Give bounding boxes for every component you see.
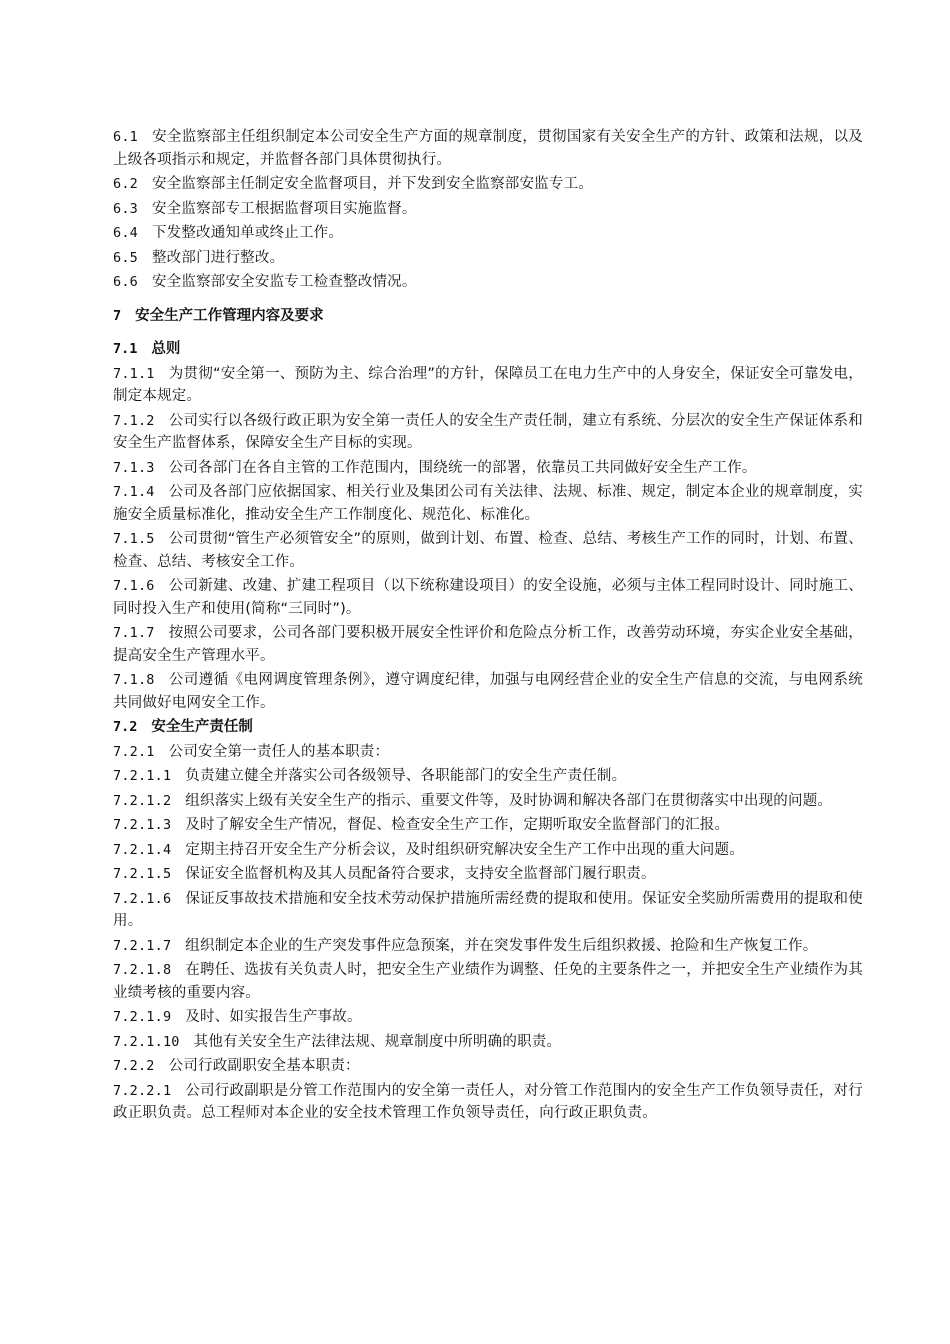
section-number: 7 bbox=[113, 307, 122, 324]
clause-number: 7.2.1.7 bbox=[113, 937, 172, 954]
section-heading-7-1 bbox=[113, 338, 863, 361]
section-title: 总则 bbox=[151, 341, 181, 357]
clause-text: 其他有关安全生产法律法规、规章制度中所明确的职责。 bbox=[193, 1033, 562, 1050]
clause-number: 6.3 bbox=[113, 200, 138, 217]
clause-text: 公司遵循《电网调度管理条例》，遵守调度纪律，加强与电网经营企业的安全生产信息的交流，与电网系统共同做好电网安全工作。 bbox=[113, 672, 863, 711]
clause-7-2-1-9 bbox=[113, 1006, 863, 1029]
clause-number: 7.2.2.1 bbox=[113, 1082, 172, 1099]
clause-number: 7.1.2 bbox=[113, 412, 155, 429]
clause-text: 及时了解安全生产情况，督促、检查安全生产工作，定期听取安全监督部门的汇报。 bbox=[185, 817, 730, 833]
clause-number: 7.2.1.8 bbox=[113, 962, 172, 978]
clause-number: 7.2.1.2 bbox=[113, 792, 172, 809]
clause-7-1-7 bbox=[113, 622, 863, 667]
clause-number: 6.6 bbox=[113, 274, 138, 290]
clause-text: 安全监察部专工根据监督项目实施监督。 bbox=[151, 200, 417, 217]
clause-number: 7.2.1.1 bbox=[113, 768, 172, 784]
clause-text: 为贯彻“安全第一、预防为主、综合治理”的方针，保障员工在电力生产中的人身安全，保证安全可靠发电，制定本规定。 bbox=[113, 365, 863, 404]
clause-7-1-8 bbox=[113, 669, 863, 714]
clause-7-2-1-7 bbox=[113, 935, 863, 958]
clause-text: 公司各部门在各自主管的工作范围内，围绕统一的部署，依靠员工共同做好安全生产工作。 bbox=[168, 459, 757, 476]
clause-7-1-4 bbox=[113, 481, 863, 526]
clause-6-3 bbox=[113, 198, 863, 221]
section-heading-7-2 bbox=[113, 716, 863, 739]
clause-number: 7.1.1 bbox=[113, 365, 155, 382]
document-page bbox=[113, 126, 863, 1127]
clause-number: 7.2.1.4 bbox=[113, 841, 172, 858]
clause-number: 7.2.1 bbox=[113, 743, 155, 760]
clause-7-2-1-1 bbox=[113, 765, 863, 788]
section-number: 7.1 bbox=[113, 341, 138, 357]
clause-text: 在聘任、选拔有关负责人时，把安全生产业绩作为调整、任免的主要条件之一，并把安全生产业绩作为其业绩考核的重要内容。 bbox=[113, 962, 863, 1001]
clause-text: 公司新建、改建、扩建工程项目（以下统称建设项目）的安全设施，必须与主体工程同时设计、同时施工、同时投入生产和使用(简称“三同时”)。 bbox=[113, 578, 863, 617]
clause-text: 组织制定本企业的生产突发事件应急预案，并在突发事件发生后组织救援、抢险和生产恢复工作。 bbox=[185, 937, 818, 954]
clause-number: 7.1.3 bbox=[113, 459, 155, 476]
clause-text: 整改部门进行整改。 bbox=[151, 249, 285, 266]
clause-number: 7.1.8 bbox=[113, 672, 155, 688]
clause-7-2-1-4 bbox=[113, 839, 863, 862]
clause-7-2-2 bbox=[113, 1055, 863, 1078]
clause-number: 7.2.1.10 bbox=[113, 1033, 180, 1050]
section-number: 7.2 bbox=[113, 719, 138, 735]
clause-number: 7.2.1.6 bbox=[113, 890, 172, 907]
clause-7-2-1-3 bbox=[113, 814, 863, 837]
clause-7-2-1-2 bbox=[113, 790, 863, 813]
clause-number: 7.2.1.3 bbox=[113, 817, 172, 833]
clause-6-5 bbox=[113, 247, 863, 270]
clause-7-1-3 bbox=[113, 457, 863, 480]
clause-6-6 bbox=[113, 271, 863, 294]
clause-number: 7.2.1.9 bbox=[113, 1009, 172, 1025]
clause-7-2-2-1 bbox=[113, 1080, 863, 1125]
clause-text: 公司贯彻“管生产必须管安全”的原则，做到计划、布置、检查、总结、考核生产工作的同时，计划、布置、检查、总结、考核安全工作。 bbox=[113, 531, 863, 570]
clause-text: 及时、如实报告生产事故。 bbox=[185, 1009, 362, 1025]
clause-7-2-1-10 bbox=[113, 1031, 863, 1054]
clause-number: 7.1.4 bbox=[113, 484, 155, 500]
clause-text: 公司及各部门应依据国家、相关行业及集团公司有关法律、法规、标准、规定，制定本企业的规章制度，实施安全质量标准化，推动安全生产工作制度化、规范化、标准化。 bbox=[113, 484, 863, 523]
clause-number: 7.1.7 bbox=[113, 625, 155, 641]
clause-7-1-2 bbox=[113, 410, 863, 455]
clause-7-2-1-6 bbox=[113, 888, 863, 933]
clause-number: 7.2.2 bbox=[113, 1058, 155, 1074]
clause-7-1-1 bbox=[113, 363, 863, 408]
section-heading-7 bbox=[113, 305, 863, 328]
clause-text: 定期主持召开安全生产分析会议，及时组织研究解决安全生产工作中出现的重大问题。 bbox=[185, 841, 744, 858]
clause-text: 保证安全监督机构及其人员配备符合要求，支持安全监督部门履行职责。 bbox=[185, 866, 656, 882]
clause-6-2 bbox=[113, 173, 863, 196]
clause-number: 6.2 bbox=[113, 176, 138, 192]
clause-7-2-1-5 bbox=[113, 863, 863, 886]
clause-text: 安全监察部主任组织制定本公司安全生产方面的规章制度，贯彻国家有关安全生产的方针、政策和法规，以及上级各项指示和规定，并监督各部门具体贯彻执行。 bbox=[113, 129, 863, 168]
clause-6-1 bbox=[113, 126, 863, 171]
clause-text: 按照公司要求，公司各部门要积极开展安全性评价和危险点分析工作，改善劳动环境，夯实企业安全基础，提高安全生产管理水平。 bbox=[113, 625, 863, 664]
clause-7-2-1 bbox=[113, 741, 863, 764]
clause-text: 公司实行以各级行政正职为安全第一责任人的安全生产责任制，建立有系统、分层次的安全生产保证体系和安全生产监督体系，保障安全生产目标的实现。 bbox=[113, 412, 863, 451]
clause-text: 保证反事故技术措施和安全技术劳动保护措施所需经费的提取和使用。保证安全奖励所需费用的提取和使用。 bbox=[113, 890, 863, 929]
clause-text: 公司行政副职安全基本职责： bbox=[168, 1058, 360, 1074]
section-title: 安全生产工作管理内容及要求 bbox=[135, 307, 324, 324]
clause-number: 7.1.5 bbox=[113, 531, 155, 547]
clause-number: 6.4 bbox=[113, 225, 138, 241]
clause-text: 公司行政副职是分管工作范围内的安全第一责任人，对分管工作范围内的安全生产工作负领导责任，对行政正职负责。总工程师对本企业的安全技术管理工作负领导责任，向行政正职负责。 bbox=[113, 1082, 863, 1121]
clause-number: 6.1 bbox=[113, 129, 138, 145]
clause-text: 公司安全第一责任人的基本职责： bbox=[168, 743, 390, 760]
clause-7-2-1-8 bbox=[113, 959, 863, 1004]
section-title: 安全生产责任制 bbox=[151, 719, 253, 735]
clause-6-4 bbox=[113, 222, 863, 245]
clause-number: 6.5 bbox=[113, 249, 138, 266]
clause-text: 安全监察部安全安监专工检查整改情况。 bbox=[151, 274, 417, 290]
clause-text: 负责建立健全并落实公司各级领导、各职能部门的安全生产责任制。 bbox=[185, 768, 627, 784]
clause-text: 组织落实上级有关安全生产的指示、重要文件等，及时协调和解决各部门在贯彻落实中出现的问题。 bbox=[185, 792, 833, 809]
clause-7-1-5 bbox=[113, 528, 863, 573]
clause-number: 7.2.1.5 bbox=[113, 866, 172, 882]
clause-7-1-6 bbox=[113, 575, 863, 620]
clause-number: 7.1.6 bbox=[113, 578, 155, 594]
clause-text: 安全监察部主任制定安全监督项目，并下发到安全监察部安监专工。 bbox=[151, 176, 593, 192]
clause-text: 下发整改通知单或终止工作。 bbox=[151, 225, 344, 241]
